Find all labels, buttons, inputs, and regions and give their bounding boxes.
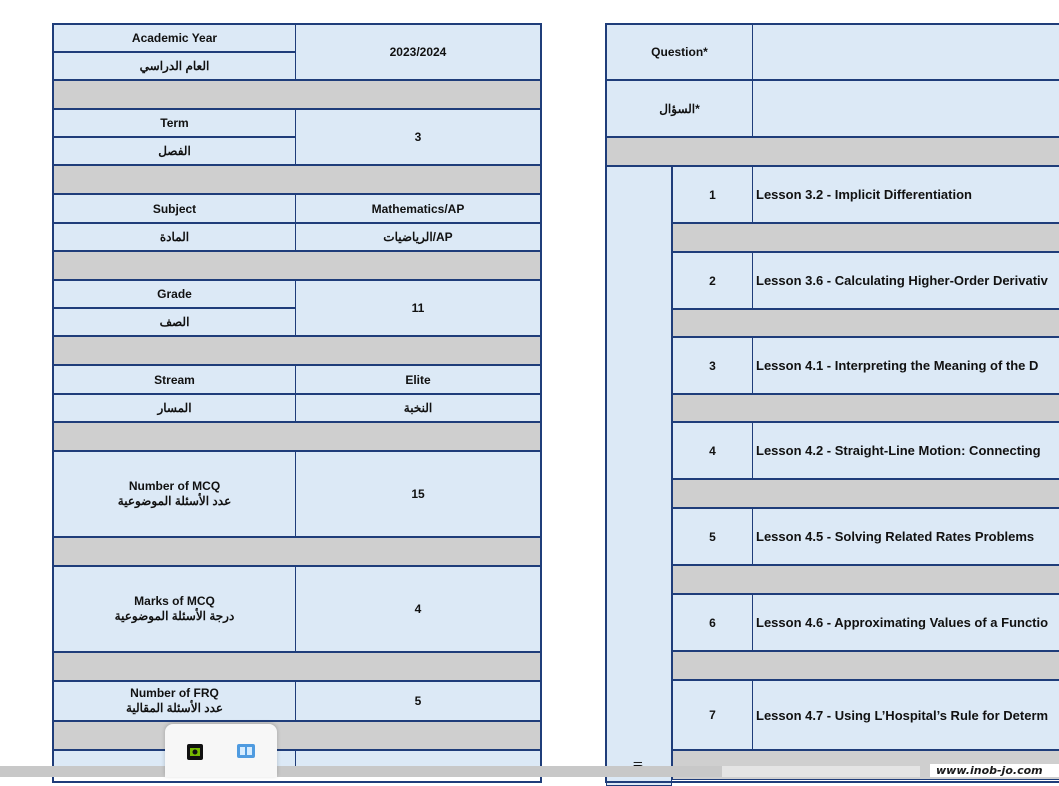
separator-row <box>672 394 1059 422</box>
mcq-count-label <box>53 451 296 537</box>
separator-row <box>672 309 1059 337</box>
mcq-count-value: 15 <box>295 451 541 537</box>
academic-year-label-en: Academic Year <box>53 24 296 52</box>
lesson-title: Lesson 3.2 - Implicit Differentiation <box>752 166 1059 223</box>
lesson-title: Lesson 4.7 - Using L’Hospital’s Rule for Determ <box>752 680 1059 750</box>
separator-row <box>53 251 541 280</box>
separator-row <box>53 165 541 194</box>
side-column <box>606 166 672 786</box>
frq-count-label-ar: عدد الأسئلة المقالية <box>125 701 224 715</box>
question-header-bottom <box>752 80 1059 137</box>
question-number: 4 <box>672 422 753 479</box>
subject-label-en: Subject <box>53 194 296 223</box>
separator-row <box>672 651 1059 680</box>
mcq-count-label-ar: عدد الأسئلة الموضوعية <box>117 494 232 508</box>
question-number: 3 <box>672 337 753 394</box>
grade-label-ar: الصف <box>53 308 296 336</box>
separator-row <box>672 565 1059 594</box>
question-number: 1 <box>672 166 753 223</box>
horizontal-scrollbar[interactable] <box>0 766 920 777</box>
watermark: www.inob-jo.com <box>930 764 1059 777</box>
subject-value-en: Mathematics/AP <box>295 194 541 223</box>
frq-count-label-en: Number of FRQ <box>130 686 219 700</box>
book-icon[interactable] <box>236 742 256 760</box>
question-header-top <box>752 24 1059 80</box>
separator-row <box>53 537 541 566</box>
academic-year-value: 2023/2024 <box>295 24 541 80</box>
frq-count-value: 5 <box>295 681 541 721</box>
taskbar-popup <box>165 724 277 777</box>
separator-row <box>53 422 541 451</box>
separator-row <box>53 336 541 365</box>
question-label-ar: السؤال* <box>606 80 753 137</box>
subject-label-ar: المادة <box>53 223 296 251</box>
stream-label-en: Stream <box>53 365 296 394</box>
subject-value-ar: الرياضيات/AP <box>295 223 541 251</box>
separator-row <box>53 721 541 750</box>
frq-count-label <box>53 681 296 721</box>
separator-row <box>606 137 1059 166</box>
term-label-en: Term <box>53 109 296 137</box>
question-number: 2 <box>672 252 753 309</box>
question-number: 5 <box>672 508 753 565</box>
lesson-title: Lesson 3.6 - Calculating Higher-Order Derivativ <box>752 252 1059 309</box>
separator-row <box>53 652 541 681</box>
term-value: 3 <box>295 109 541 165</box>
lesson-title: Lesson 4.6 - Approximating Values of a Functio <box>752 594 1059 651</box>
mcq-marks-label <box>53 566 296 652</box>
academic-year-label-ar: العام الدراسي <box>53 52 296 80</box>
grade-value: 11 <box>295 280 541 336</box>
stream-value-en: Elite <box>295 365 541 394</box>
mcq-marks-label-ar: درجة الأسئلة الموضوعية <box>114 609 235 623</box>
mcq-marks-label-en: Marks of MCQ <box>134 594 215 608</box>
term-label-ar: الفصل <box>53 137 296 165</box>
stream-value-ar: النخبة <box>295 394 541 422</box>
separator-row <box>672 479 1059 508</box>
grade-label-en: Grade <box>53 280 296 308</box>
lesson-title: Lesson 4.2 - Straight-Line Motion: Connecting <box>752 422 1059 479</box>
mcq-marks-value: 4 <box>295 566 541 652</box>
question-number: 7 <box>672 680 753 750</box>
question-label-en: Question* <box>606 24 753 80</box>
lesson-title: Lesson 4.5 - Solving Related Rates Problems <box>752 508 1059 565</box>
separator-row <box>53 80 541 109</box>
lesson-title: Lesson 4.1 - Interpreting the Meaning of the D <box>752 337 1059 394</box>
mcq-count-label-en: Number of MCQ <box>128 479 221 493</box>
question-number: 6 <box>672 594 753 651</box>
separator-row <box>672 223 1059 252</box>
nvidia-icon[interactable] <box>187 744 203 760</box>
scrollbar-track-end <box>722 766 920 777</box>
stream-label-ar: المسار <box>53 394 296 422</box>
